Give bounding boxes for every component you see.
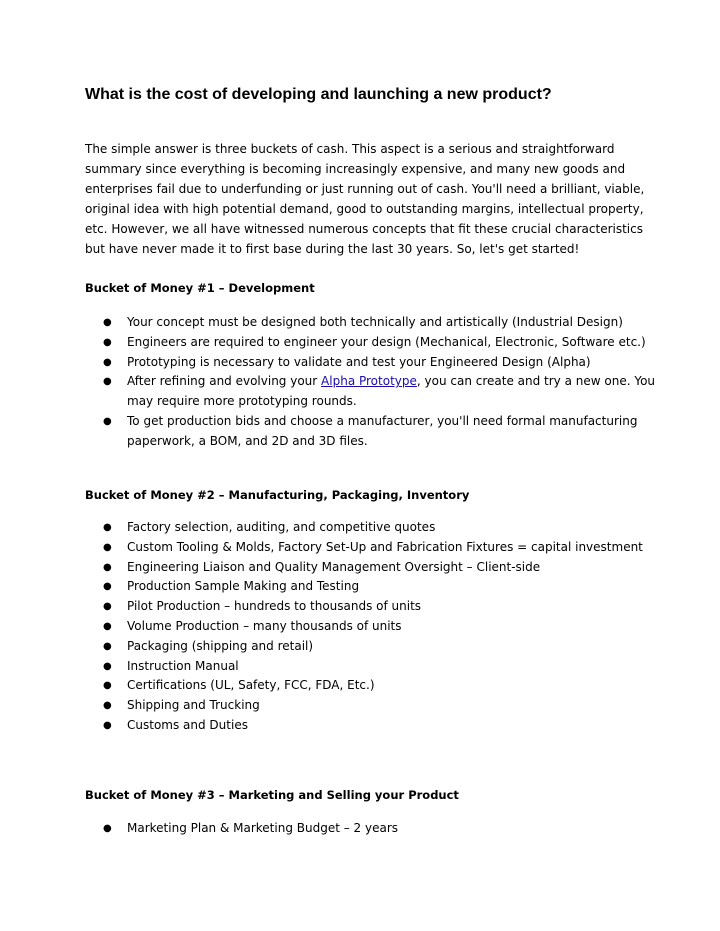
- bullet-icon: ●: [103, 317, 112, 328]
- bullet-icon: ●: [103, 541, 112, 553]
- list-item: [0, 412, 647, 452]
- list-item-text-continued: paperwork, a BOM, and 2D and 3D files.: [127, 433, 368, 448]
- list-item: [0, 597, 647, 617]
- bucket-3-heading: Bucket of Money #3 – Marketing and Selling your Product: [85, 788, 459, 802]
- list-item-text-after-link: , you can create and try a new one. You: [416, 374, 656, 389]
- list-item: [0, 333, 647, 353]
- bullet-icon: ●: [103, 356, 112, 368]
- bullet-icon: ●: [103, 680, 112, 692]
- bullet-icon: ●: [103, 522, 112, 533]
- list-item-text: Factory selection, auditing, and competitive quotes: [127, 520, 436, 534]
- list-item-text: Packaging (shipping and retail): [127, 638, 314, 653]
- list-item: [0, 558, 647, 578]
- bullet-icon: ●: [103, 376, 112, 388]
- list-item-text: To get production bids and choose a manufacturer, you'll need formal manufacturing: [127, 413, 638, 428]
- list-item-text: Certifications (UL, Safety, FCC, FDA, Etc.): [127, 678, 375, 693]
- intro-line: summary since everything is becoming increasingly expensive, and many new goods and: [85, 162, 626, 176]
- bullet-icon: ●: [103, 336, 112, 348]
- list-item-text-continued: may require more prototyping rounds.: [127, 394, 357, 409]
- list-item: [0, 637, 647, 657]
- list-item-text: Engineering Liaison and Quality Management Oversight – Client-side: [127, 559, 541, 574]
- list-item-text-before-link: After refining and evolving your: [127, 374, 322, 389]
- intro-line: but have never made it to first base during the last 30 years. So, let's get started!: [85, 242, 580, 256]
- bucket-1-list: [0, 313, 656, 452]
- bullet-icon: ●: [103, 823, 112, 834]
- list-item: [0, 353, 647, 373]
- bucket-2-list: [0, 518, 647, 736]
- bullet-icon: ●: [103, 561, 112, 573]
- page-title: What is the cost of developing and launching a new product?: [85, 86, 552, 103]
- bullet-icon: ●: [103, 640, 112, 652]
- list-item-text: Production Sample Making and Testing: [127, 579, 360, 594]
- intro-line: The simple answer is three buckets of cash. This aspect is a serious and straightforward: [85, 142, 615, 156]
- bullet-icon: ●: [103, 601, 112, 613]
- list-item-text: Pilot Production – hundreds to thousands of units: [127, 599, 422, 614]
- alpha-prototype-link[interactable]: Alpha Prototype: [321, 374, 417, 389]
- list-item-text: [127, 372, 656, 392]
- intro-paragraph: [85, 139, 645, 259]
- list-item: [0, 657, 647, 677]
- list-item: [0, 696, 647, 716]
- list-item-text: Marketing Plan & Marketing Budget – 2 years: [127, 821, 399, 835]
- list-item-text: Volume Production – many thousands of units: [127, 618, 402, 633]
- bucket-1-heading: Bucket of Money #1 – Development: [85, 281, 315, 295]
- list-item: [0, 819, 647, 839]
- bullet-icon: ●: [103, 620, 112, 632]
- bucket-3-list: [0, 819, 647, 839]
- bullet-icon: ●: [103, 719, 112, 731]
- list-item-text: Customs and Duties: [127, 717, 248, 732]
- list-item-text: Custom Tooling & Molds, Factory Set-Up and Fabrication Fixtures = capital investment: [127, 539, 643, 554]
- bullet-icon: ●: [103, 660, 112, 672]
- intro-line: enterprises fail due to underfunding or just running out of cash. You'll need a brilliant, viable,: [85, 182, 645, 196]
- bucket-2-heading: Bucket of Money #2 – Manufacturing, Packaging, Inventory: [85, 488, 470, 502]
- list-item-text: Shipping and Trucking: [127, 698, 260, 713]
- intro-line: original idea with high potential demand, good to outstanding margins, intellectual property,: [85, 202, 644, 216]
- list-item: [0, 577, 647, 597]
- list-item-text: Instruction Manual: [127, 658, 239, 673]
- list-item-text: Prototyping is necessary to validate and test your Engineered Design (Alpha): [127, 354, 591, 369]
- list-item-text: Your concept must be designed both technically and artistically (Industrial Design): [127, 315, 623, 329]
- list-item: [0, 676, 647, 696]
- list-item: [0, 716, 647, 736]
- list-item: [0, 617, 647, 637]
- list-item-text: Engineers are required to engineer your design (Mechanical, Electronic, Software etc.): [127, 334, 646, 349]
- bullet-icon: ●: [103, 581, 112, 593]
- list-item: [0, 518, 647, 538]
- bullet-icon: ●: [103, 700, 112, 712]
- list-item: [0, 538, 647, 558]
- list-item: [0, 313, 647, 333]
- list-item: [0, 372, 656, 412]
- intro-line: etc. However, we all have witnessed numerous concepts that fit these crucial characteristics: [85, 222, 643, 236]
- bullet-icon: ●: [103, 415, 112, 427]
